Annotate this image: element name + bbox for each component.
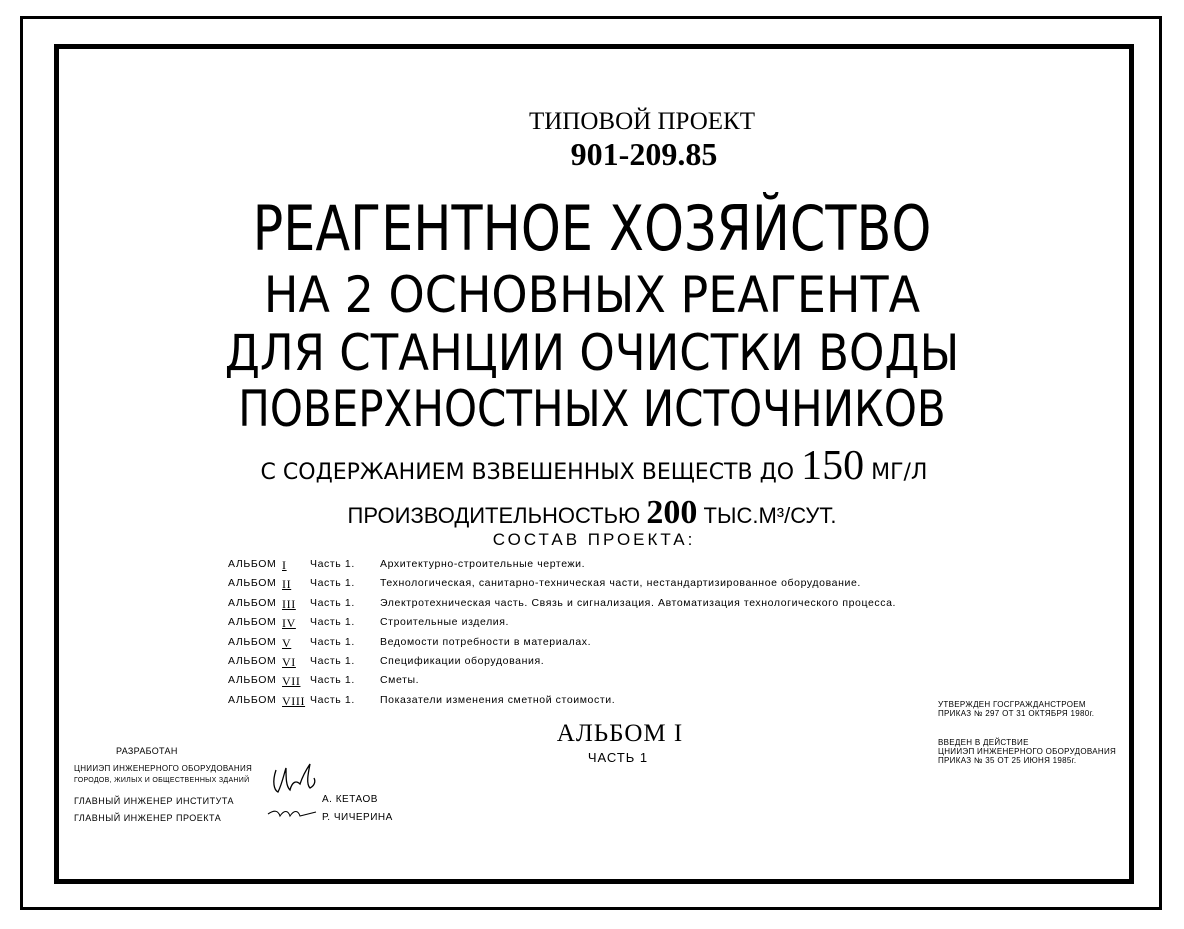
chief-engineer-institute-name: А. КЕТАОВ xyxy=(322,794,378,805)
album-part: Часть 1. xyxy=(310,616,355,629)
title-line-2: НА 2 ОСНОВНЫХ РЕАГЕНТА xyxy=(263,266,921,324)
chief-engineer-project-name: Р. ЧИЧЕРИНА xyxy=(322,812,393,823)
album-label: АЛЬБОМ xyxy=(228,635,277,648)
album-description: Архитектурно-строительные чертежи. xyxy=(380,558,586,570)
album-numeral: I xyxy=(282,558,287,572)
album-numeral: V xyxy=(282,635,292,650)
capacity-prefix: ПРОИЗВОДИТЕЛЬНОСТЬЮ xyxy=(347,503,641,528)
chief-engineer-institute-title: ГЛАВНЫЙ ИНЖЕНЕР ИНСТИТУТА xyxy=(74,796,235,806)
album-description: Электротехническая часть. Связь и сигнализация. Автоматизация технологического процесса. xyxy=(380,596,897,609)
enactment-block xyxy=(938,738,1116,765)
content-value: 150 xyxy=(801,443,865,489)
album-numeral: VIII xyxy=(282,693,306,708)
album-description: Строительные изделия. xyxy=(380,616,510,629)
album-label: АЛЬБОМ xyxy=(228,616,277,629)
content-prefix: С СОДЕРЖАНИЕМ ВЗВЕШЕННЫХ ВЕЩЕСТВ ДО xyxy=(260,460,795,485)
composition-title: СОСТАВ ПРОЕКТА: xyxy=(492,530,696,549)
album-part: Часть 1. xyxy=(310,558,355,570)
album-numeral: VII xyxy=(282,674,301,689)
album-numeral: II xyxy=(282,577,292,592)
signatures-graphic xyxy=(262,756,322,826)
capacity-unit: ТЫС.М³/СУТ. xyxy=(703,503,837,528)
approval-block xyxy=(938,700,1094,718)
album-label: АЛЬБОМ xyxy=(228,654,277,667)
album-numeral: VI xyxy=(282,654,296,669)
album-part: Часть 1. xyxy=(310,635,355,648)
album-numeral: IV xyxy=(282,616,296,631)
approved-line-2: ПРИКАЗ № 297 ОТ 31 ОКТЯБРЯ 1980г. xyxy=(938,709,1095,718)
album-label: АЛЬБОМ xyxy=(228,596,277,609)
content-unit: МГ/Л xyxy=(871,460,928,485)
capacity-value: 200 xyxy=(646,494,698,531)
album-description: Ведомости потребности в материалах. xyxy=(380,635,592,648)
album-part: Часть 1. xyxy=(310,693,355,706)
title-line-4: ПОВЕРХНОСТНЫХ ИСТОЧНИКОВ xyxy=(238,380,946,438)
suspended-solids-line xyxy=(2,442,1184,490)
chief-engineer-project-title: ГЛАВНЫЙ ИНЖЕНЕР ПРОЕКТА xyxy=(74,813,222,823)
enacted-line-1: ВВЕДЕН В ДЕЙСТВИЕ xyxy=(938,738,1029,747)
album-label: АЛЬБОМ xyxy=(228,674,277,687)
album-numeral: III xyxy=(282,596,296,611)
title-line-3: ДЛЯ СТАНЦИИ ОЧИСТКИ ВОДЫ xyxy=(224,324,960,382)
signature-chicherina xyxy=(268,811,316,816)
developer-org-line-1: ЦНИИЭП ИНЖЕНЕРНОГО ОБОРУДОВАНИЯ xyxy=(74,764,253,773)
developer-org-line-2: ГОРОДОВ, ЖИЛЫХ И ОБЩЕСТВЕННЫХ ЗДАНИЙ xyxy=(74,777,250,784)
approved-line-1: УТВЕРЖДЕН ГОСГРАЖДАНСТРОЕМ xyxy=(938,700,1086,709)
album-part-title: ЧАСТЬ 1 xyxy=(587,750,649,765)
album-description: Спецификации оборудования. xyxy=(380,654,545,667)
album-label: АЛЬБОМ xyxy=(228,577,277,590)
album-part: Часть 1. xyxy=(310,577,355,590)
album-label: АЛЬБОМ xyxy=(228,558,277,570)
album-description: Технологическая, санитарно-техническая части, нестандартизированное оборудование. xyxy=(380,577,861,590)
developer-label: РАЗРАБОТАН xyxy=(116,746,178,756)
capacity-line xyxy=(0,494,1184,532)
album-part: Часть 1. xyxy=(310,654,355,667)
project-number: 901-209.85 xyxy=(570,136,718,172)
album-title: АЛЬБОМ I xyxy=(556,720,684,747)
project-label: ТИПОВОЙ ПРОЕКТ xyxy=(528,108,755,135)
title-line-1: РЕАГЕНТНОЕ ХОЗЯЙСТВО xyxy=(252,192,932,265)
album-description: Сметы. xyxy=(380,674,420,687)
enacted-line-2: ЦНИИЭП ИНЖЕНЕРНОГО ОБОРУДОВАНИЯ xyxy=(938,747,1117,756)
album-part: Часть 1. xyxy=(310,596,355,609)
album-label: АЛЬБОМ xyxy=(228,693,277,706)
signature-ketaov xyxy=(274,764,315,792)
album-description: Показатели изменения сметной стоимости. xyxy=(380,693,616,706)
enacted-line-3: ПРИКАЗ № 35 ОТ 25 ИЮНЯ 1985г. xyxy=(938,756,1077,765)
album-part: Часть 1. xyxy=(310,674,355,687)
